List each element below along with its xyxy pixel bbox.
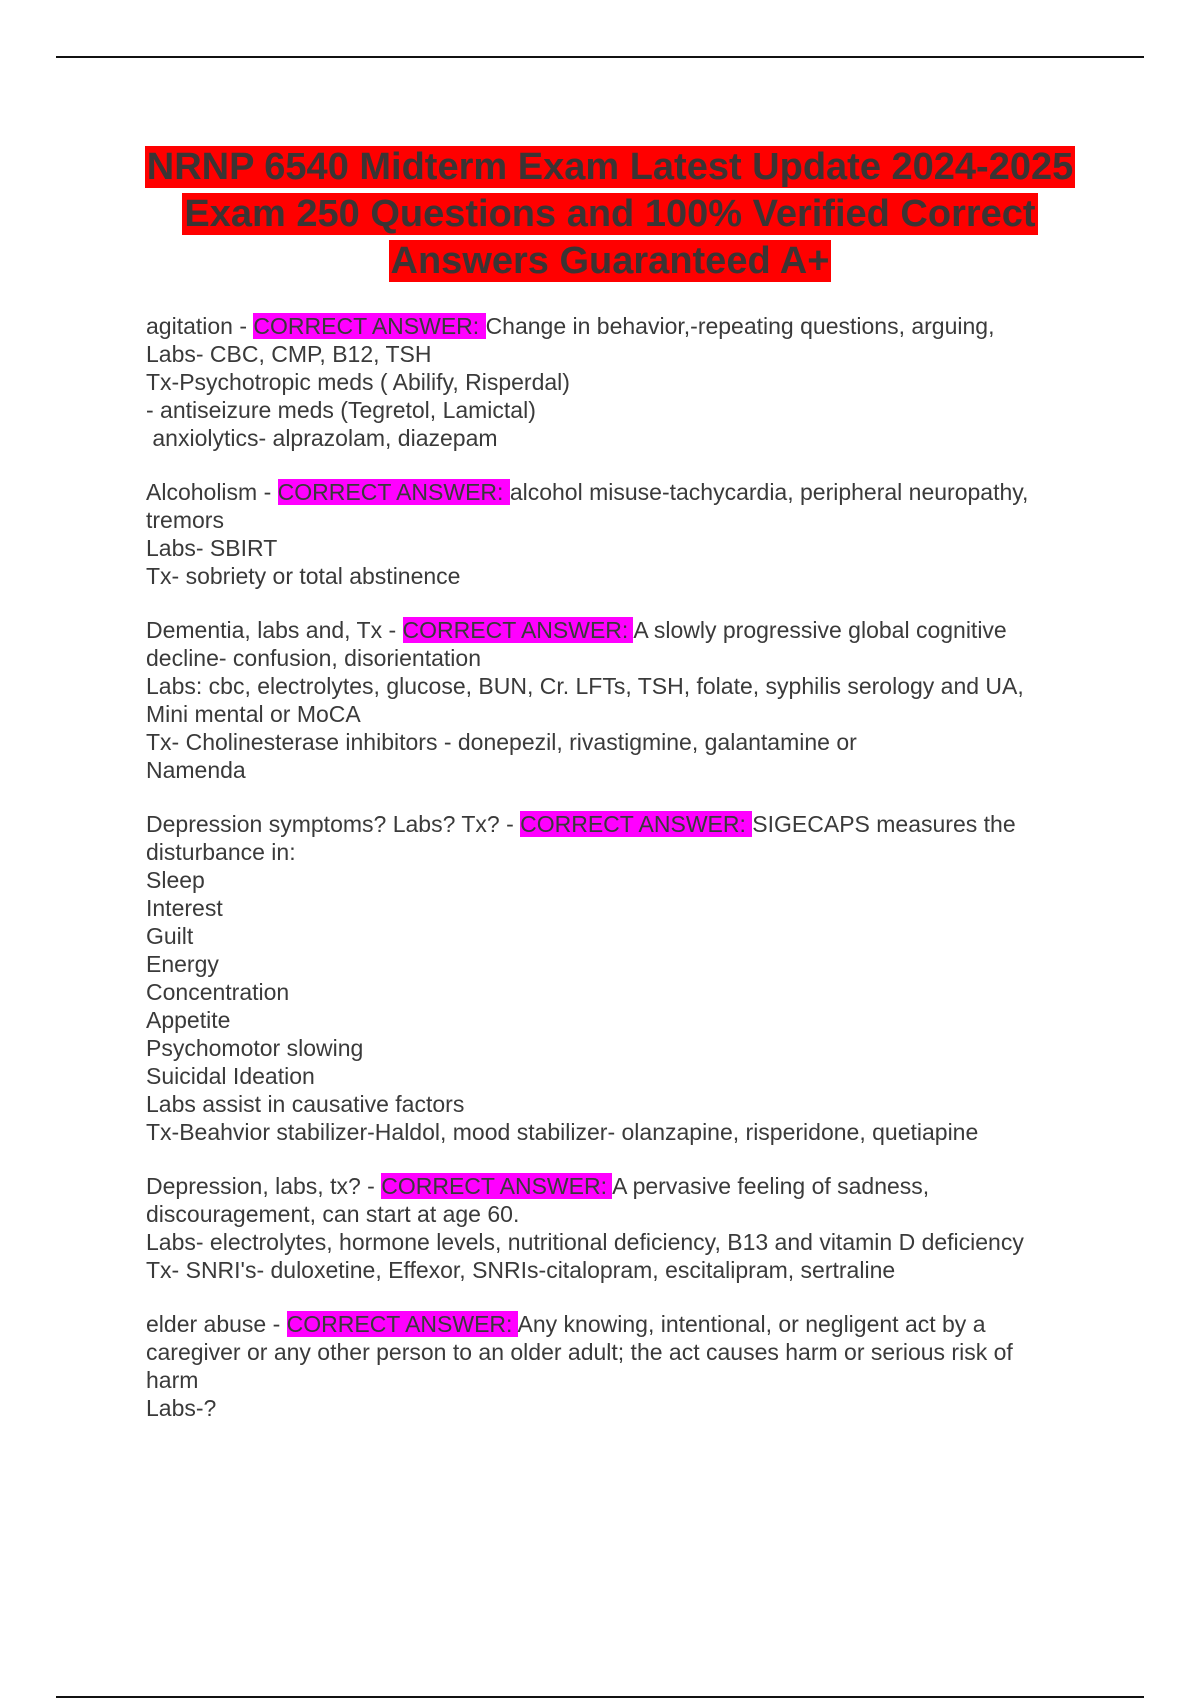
- answer-line: Energy: [146, 951, 219, 977]
- qa-first-line: [146, 312, 1126, 340]
- answer-line: Interest: [146, 895, 223, 921]
- question-text: Alcoholism -: [146, 479, 278, 505]
- answer-line: Suicidal Ideation: [146, 1063, 315, 1089]
- correct-answer-tag: CORRECT ANSWER:: [520, 811, 753, 837]
- answer-line: discouragement, can start at age 60.: [146, 1201, 520, 1227]
- top-rule: [56, 56, 1144, 58]
- answer-line: Labs assist in causative factors: [146, 1091, 465, 1117]
- correct-answer-tag: CORRECT ANSWER:: [277, 479, 510, 505]
- qa-list: [146, 312, 1126, 1448]
- correct-answer-tag: CORRECT ANSWER:: [381, 1173, 613, 1199]
- answer-line: Concentration: [146, 979, 290, 1005]
- answer-text: alcohol misuse-tachycardia, peripheral neuropathy,: [509, 479, 1029, 505]
- answer-line: Appetite: [146, 1007, 231, 1033]
- qa-item-elder-abuse: [146, 1310, 1126, 1422]
- qa-item-depression-labs: [146, 1172, 1126, 1284]
- answer-line: decline- confusion, disorientation: [146, 645, 481, 671]
- question-text: Dementia, labs and, Tx -: [146, 617, 403, 643]
- bottom-rule: [56, 1696, 1144, 1698]
- answer-line: harm: [146, 1367, 199, 1393]
- qa-item-agitation: [146, 312, 1126, 452]
- qa-first-line: [146, 616, 1126, 644]
- answer-line: disturbance in:: [146, 839, 296, 865]
- answer-text: SIGECAPS measures the: [752, 811, 1016, 837]
- qa-first-line: [146, 1310, 1126, 1338]
- qa-item-dementia: [146, 616, 1126, 784]
- answer-line: Labs- CBC, CMP, B12, TSH: [146, 341, 432, 367]
- correct-answer-tag: CORRECT ANSWER:: [286, 1311, 518, 1337]
- answer-line: tremors: [146, 507, 224, 533]
- document-title-text: NRNP 6540 Midterm Exam Latest Update 2024-2025 Exam 250 Questions and 100% Verified Correct Answers Guaranteed A+: [146, 146, 1074, 282]
- correct-answer-tag: CORRECT ANSWER:: [253, 313, 486, 339]
- qa-item-depression-symptoms: [146, 810, 1126, 1146]
- answer-line: Labs-?: [146, 1395, 217, 1421]
- question-text: agitation -: [146, 313, 254, 339]
- qa-item-alcoholism: [146, 478, 1126, 590]
- qa-first-line: [146, 1172, 1126, 1200]
- qa-first-line: [146, 478, 1126, 506]
- answer-line: caregiver or any other person to an older adult; the act causes harm or serious risk of: [146, 1339, 1013, 1365]
- answer-text: Change in behavior,-repeating questions, arguing,: [485, 313, 995, 339]
- answer-line: Psychomotor slowing: [146, 1035, 364, 1061]
- correct-answer-tag: CORRECT ANSWER:: [402, 617, 634, 643]
- answer-text: Any knowing, intentional, or negligent act by a: [517, 1311, 986, 1337]
- answer-line: Labs- SBIRT: [146, 535, 278, 561]
- answer-line: - antiseizure meds (Tegretol, Lamictal): [146, 397, 536, 423]
- answer-line: Tx- SNRI's- duloxetine, Effexor, SNRIs-citalopram, escitalipram, sertraline: [146, 1257, 896, 1283]
- document-title: [140, 144, 1080, 285]
- answer-line: Tx- sobriety or total abstinence: [146, 563, 461, 589]
- question-text: Depression symptoms? Labs? Tx? -: [146, 811, 521, 837]
- answer-line: Tx- Cholinesterase inhibitors - donepezil, rivastigmine, galantamine or: [146, 729, 857, 755]
- qa-first-line: [146, 810, 1126, 838]
- answer-text: A pervasive feeling of sadness,: [612, 1173, 930, 1199]
- question-text: Depression, labs, tx? -: [146, 1173, 382, 1199]
- answer-line: Namenda: [146, 757, 246, 783]
- answer-line: Guilt: [146, 923, 194, 949]
- answer-line: Sleep: [146, 867, 205, 893]
- answer-line: Tx-Beahvior stabilizer-Haldol, mood stabilizer- olanzapine, risperidone, quetiapine: [146, 1119, 979, 1145]
- answer-line: Labs: cbc, electrolytes, glucose, BUN, Cr. LFTs, TSH, folate, syphilis serology and UA,: [146, 673, 1024, 699]
- answer-line: Tx-Psychotropic meds ( Abilify, Risperdal): [146, 369, 570, 395]
- answer-text: A slowly progressive global cognitive: [633, 617, 1007, 643]
- answer-line: Labs- electrolytes, hormone levels, nutritional deficiency, B13 and vitamin D deficiency: [146, 1229, 1024, 1255]
- answer-line: Mini mental or MoCA: [146, 701, 361, 727]
- answer-line: anxiolytics- alprazolam, diazepam: [146, 425, 498, 451]
- question-text: elder abuse -: [146, 1311, 287, 1337]
